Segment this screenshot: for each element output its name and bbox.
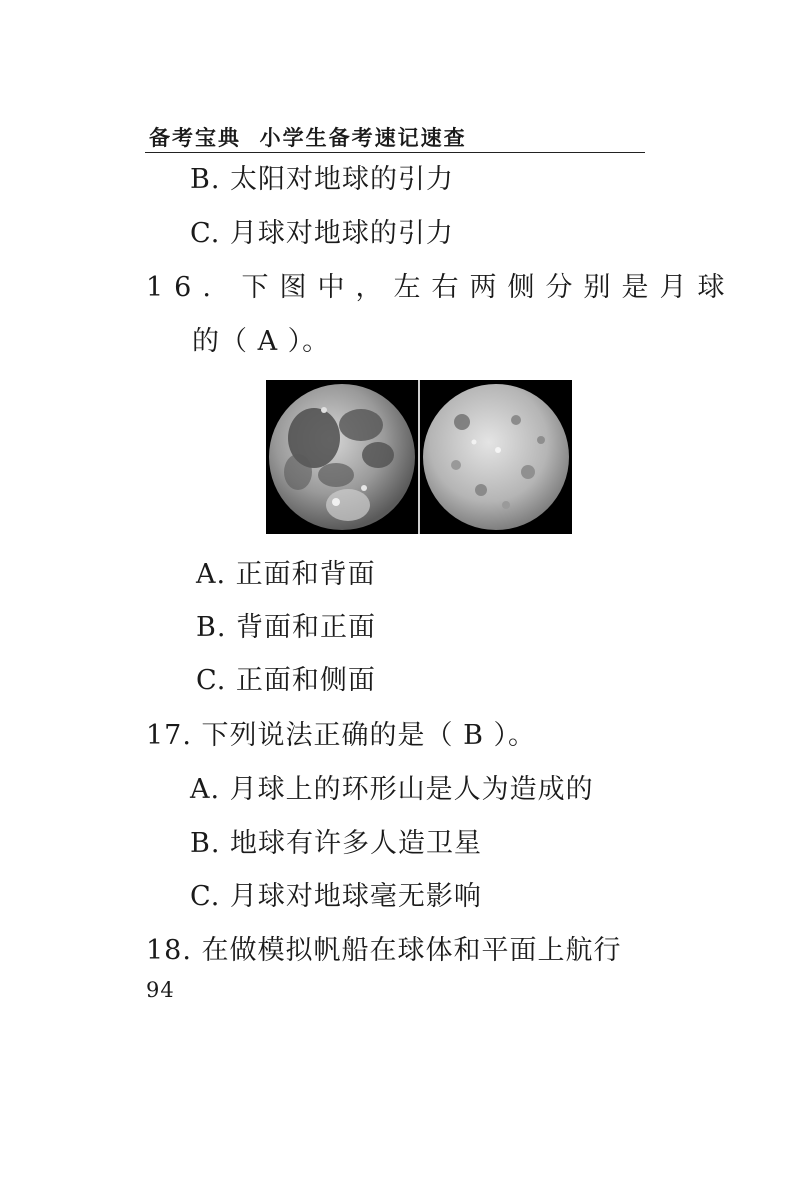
header-title: 备考宝典 小学生备考速记速查	[149, 126, 467, 150]
q16-stem-line2: 的（ A ）。	[192, 326, 331, 357]
q17-option-a: A. 月球上的环形山是人为造成的	[190, 774, 594, 805]
q17-option-b: B. 地球有许多人造卫星	[190, 828, 483, 859]
q16-stem-line1: 16. 下图中，左右两侧分别是月球	[146, 272, 736, 303]
moon-figure	[266, 380, 572, 534]
page-header	[145, 116, 645, 153]
q17-stem: 17. 下列说法正确的是（ B ）。	[146, 720, 537, 751]
page-number: 94	[146, 978, 175, 1002]
prev-option-b: B. 太阳对地球的引力	[190, 164, 455, 195]
q18-stem-line1: 18. 在做模拟帆船在球体和平面上航行	[146, 935, 622, 966]
far-side-moon	[423, 384, 569, 530]
near-side-moon	[269, 384, 415, 530]
q16-option-c: C. 正面和侧面	[196, 665, 376, 696]
q16-option-a: A. 正面和背面	[196, 559, 376, 590]
q17-option-c: C. 月球对地球毫无影响	[190, 881, 482, 912]
moon-photos-svg	[266, 380, 572, 534]
prev-option-c: C. 月球对地球的引力	[190, 218, 454, 249]
q16-option-b: B. 背面和正面	[196, 612, 377, 643]
